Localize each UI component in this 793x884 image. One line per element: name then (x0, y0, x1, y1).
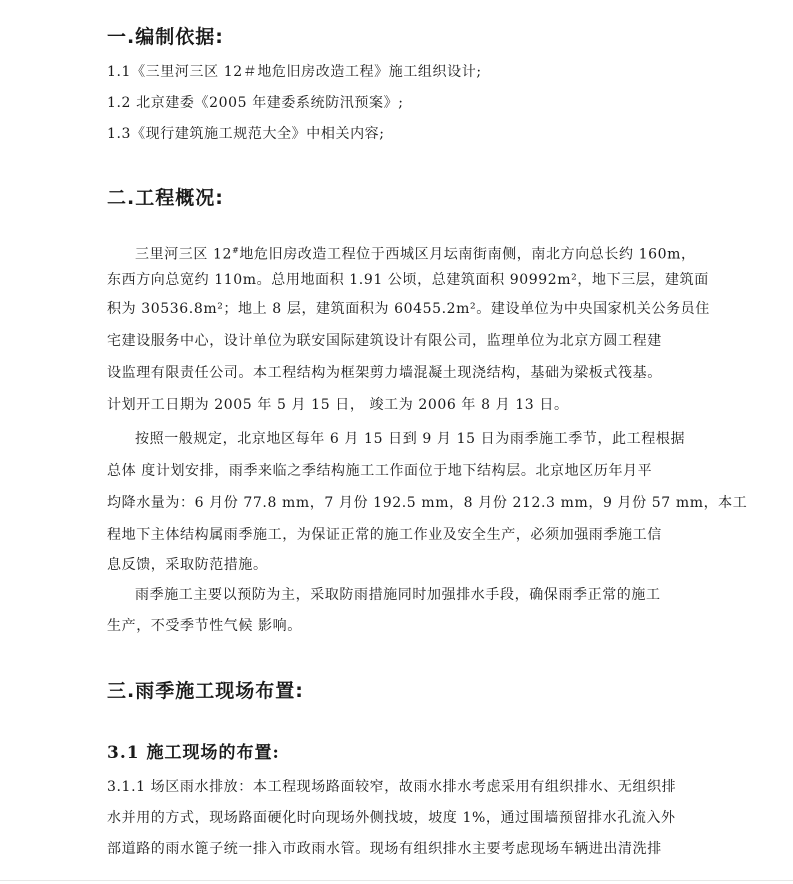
subsection-heading-site: 3.1 施工现场的布置: (107, 743, 280, 763)
overview-p1-line-2: 东西方向总宽约 110m。总用地面积 1.91 公顷，总建筑面积 90992m²，地下三层，建筑面 (107, 272, 709, 288)
overview-p2-line-1: 按照一般规定，北京地区每年 6 月 15 日到 9 月 15 日为雨季施工季节，此工程根据 (135, 431, 686, 447)
section-heading-overview: 二.工程概况: (107, 187, 224, 209)
site-line-3: 部道路的雨水篦子统一排入市政雨水管。现场有组织排水主要考虑现场车辆进出清洗排 (107, 841, 662, 857)
overview-p2-line-4: 程地下主体结构属雨季施工，为保证正常的施工作业及安全生产，必须加强雨季施工信 (107, 527, 662, 543)
overview-p1-sup: # (232, 246, 240, 255)
overview-p3-line-1: 雨季施工主要以预防为主，采取防雨措施同时加强排水手段，确保雨季正常的施工 (135, 587, 661, 603)
overview-p1-line-6: 计划开工日期为 2005 年 5 月 15 日， 竣工为 2006 年 8 月 13 日。 (107, 397, 569, 413)
overview-p1-line-1a: 三里河三区 12 (135, 246, 233, 263)
overview-p1-line-3: 积为 30536.8m²；地上 8 层，建筑面积为 60455.2m²。建设单位为中央国家机关公务员住 (107, 301, 710, 317)
overview-p1-line-5: 设监理有限责任公司。本工程结构为框架剪力墙混凝土现浇结构，基础为梁板式筏基。 (107, 365, 662, 381)
overview-p1-line-4: 宅建设服务中心，设计单位为联安国际建筑设计有限公司，监理单位为北京方圆工程建 (107, 333, 662, 349)
site-line-1: 3.1.1 场区雨水排放：本工程现场路面较窄，故雨水排水考虑采用有组织排水、无组织排 (107, 779, 677, 795)
overview-p1-line-1 (135, 242, 696, 264)
overview-p2-line-3: 均降水量为：6 月份 77.8 mm，7 月份 192.5 mm，8 月份 212.3 mm，9 月份 57 mm，本工 (107, 495, 748, 511)
overview-p3-line-2: 生产，不受季节性气候 影响。 (107, 618, 302, 634)
basis-item-1: 1.1《三里河三区 12＃地危旧房改造工程》施工组织设计; (107, 64, 482, 80)
overview-p2-line-2: 总体 度计划安排，雨季来临之季结构施工工作面位于地下结构层。北京地区历年月平 (107, 463, 653, 479)
site-line-2: 水并用的方式，现场路面硬化时向现场外侧找坡，坡度 1%，通过围墙预留排水孔流入外 (107, 810, 676, 826)
section-heading-layout: 三.雨季施工现场布置: (107, 680, 304, 702)
basis-item-2: 1.2 北京建委《2005 年建委系统防汛预案》; (107, 95, 404, 111)
overview-p1-line-1b: 地危旧房改造工程位于西城区月坛南街南侧，南北方向总长约 160m， (239, 246, 696, 263)
page-bottom-divider (0, 880, 793, 881)
section-heading-basis: 一.编制依据: (107, 26, 224, 48)
basis-item-3: 1.3《现行建筑施工规范大全》中相关内容; (107, 126, 385, 142)
overview-p2-line-5: 息反馈，采取防范措施。 (107, 557, 268, 573)
